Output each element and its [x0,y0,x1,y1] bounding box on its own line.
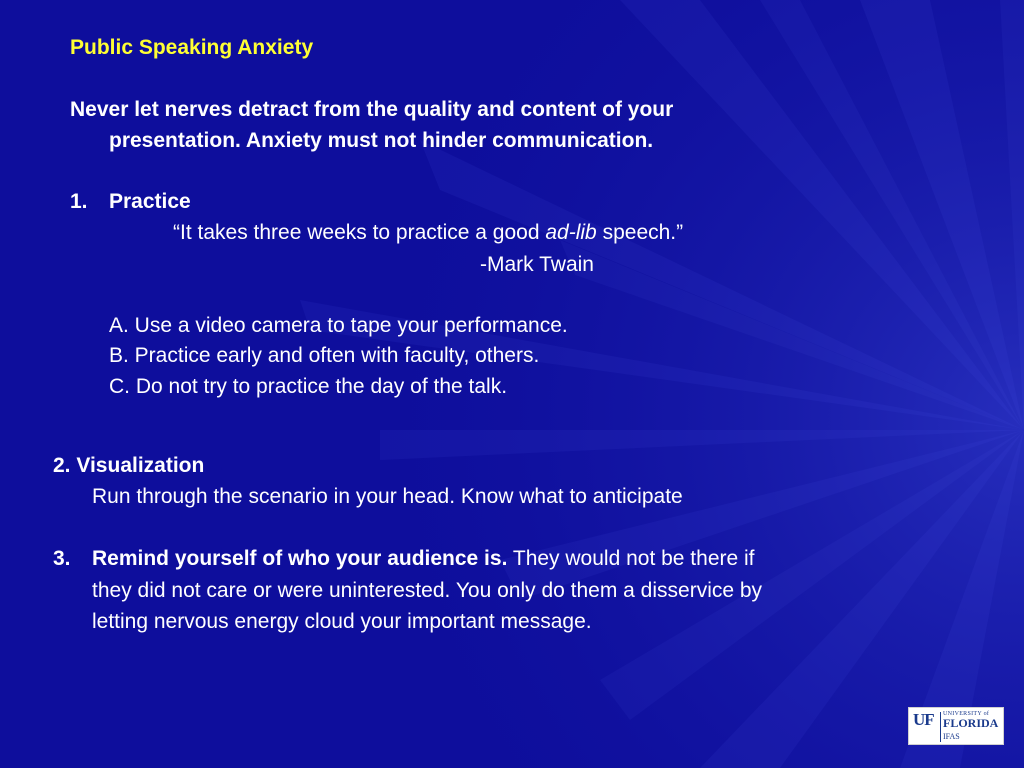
item-2-body: Run through the scenario in your head. Know what to anticipate [92,485,683,508]
item-3-body-line-3: letting nervous energy cloud your important message. [92,610,592,633]
item-3-first-line [53,543,755,574]
slide-title: Public Speaking Anxiety [70,36,314,59]
logo-uf-mark: UF [913,710,934,729]
quote-text-end: speech.” [596,221,684,244]
item-3-body-line-2: they did not care or were uninterested. You only do them a disservice by [92,579,763,602]
logo-florida: FLORIDA [943,716,999,730]
quote-text-italic: ad-lib [545,221,597,244]
item-3-heading: Remind yourself of who your audience is. [92,547,508,570]
sub-item-c: C. Do not try to practice the day of the talk. [109,375,508,398]
quote-attribution: -Mark Twain [480,253,594,276]
intro-line-1: Never let nerves detract from the quality and content of your [70,98,674,121]
intro-line-2: presentation. Anxiety must not hinder communication. [109,129,654,152]
item-1-heading-row [70,186,191,217]
sub-item-a: A. Use a video camera to tape your performance. [109,314,568,337]
uf-ifas-logo [908,707,1004,745]
logo-university-of: UNIVERSITY of [943,711,990,717]
item-1-heading: Practice [109,190,191,213]
item-3-body-line-1: They would not be there if [507,547,755,570]
sub-item-b: B. Practice early and often with faculty, others. [109,344,540,367]
item-1-number: 1. [70,190,88,213]
twain-quote [173,217,683,248]
item-2-heading: 2. Visualization [53,454,205,477]
logo-ifas: IFAS [943,732,960,741]
quote-text-start: “It takes three weeks to practice a good [173,221,546,244]
logo-divider [940,712,941,742]
item-3-number: 3. [53,547,71,570]
